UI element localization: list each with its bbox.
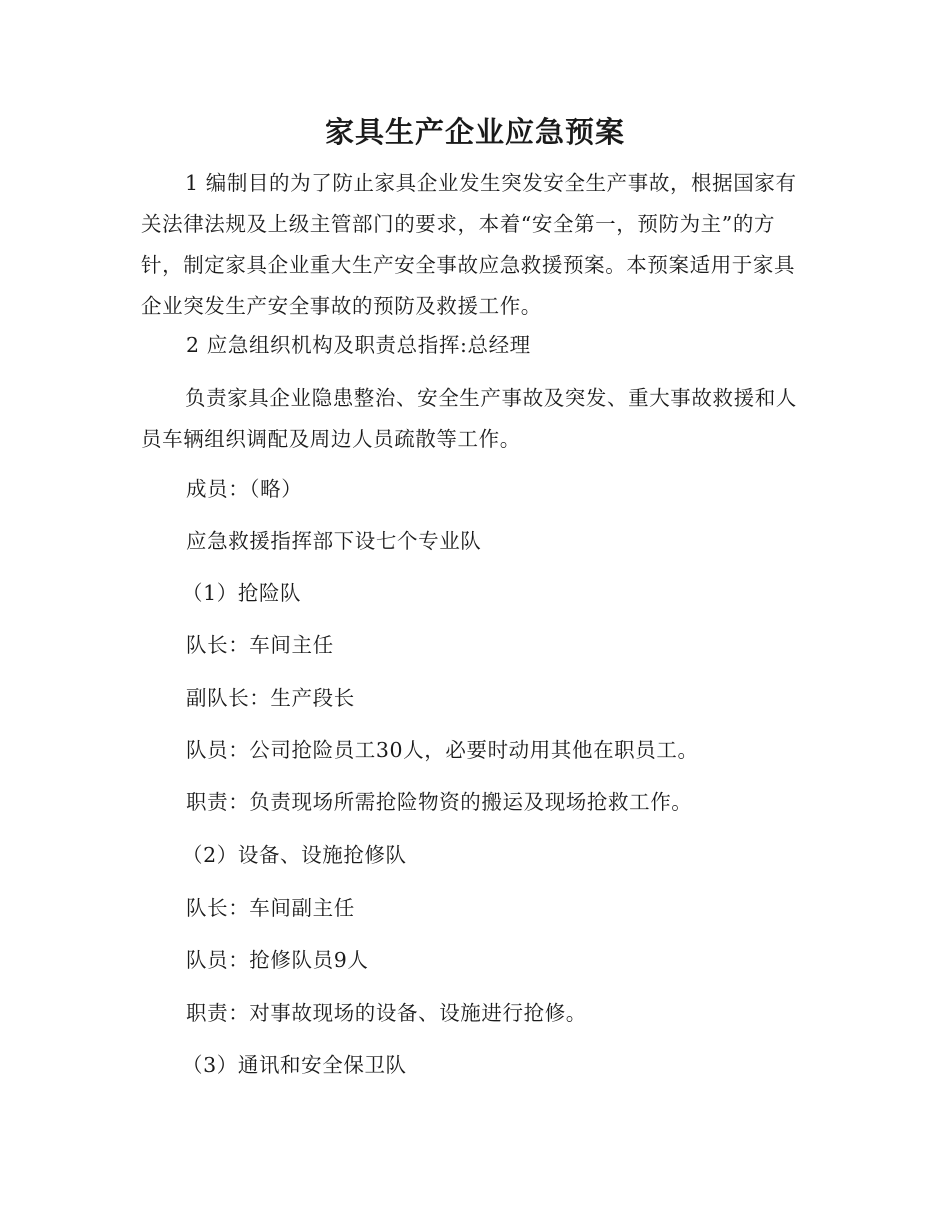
- team2-duty: 职责：对事故现场的设备、设施进行抢修。: [186, 1001, 587, 1025]
- team1-leader: 队长：车间主任: [186, 633, 334, 657]
- document-title: 家具生产企业应急预案: [324, 115, 625, 149]
- team1-members: 队员：公司抢险员工30人，必要时动用其他在职员工。: [186, 738, 699, 762]
- team1-deputy: 副队长：生产段长: [186, 686, 355, 710]
- team1-duty: 职责：负责现场所需抢险物资的搬运及现场抢救工作。: [186, 790, 693, 814]
- line-members: 成员：（略）: [186, 477, 303, 501]
- paragraph-purpose: 1 编制目的为了防止家具企业发生突发安全生产事故，根据国家有关法律法规及上级主管部门的要求，本着“安全第一，预防为主”的方针，制定家具企业重大生产安全事故应急救援预案。本预案适用于家具企业突发生产安全事故的预防及救援工作。: [141, 171, 797, 318]
- team2-leader: 队长：车间副主任: [186, 896, 355, 920]
- team1-heading: （1）抢险队: [182, 581, 302, 605]
- paragraph-organization: 2 应急组织机构及职责总指挥:总经理: [186, 333, 531, 357]
- team2-members: 队员：抢修队员9人: [186, 948, 369, 972]
- team3-heading: （3）通讯和安全保卫队: [182, 1053, 407, 1077]
- paragraph-commander-duties: 负责家具企业隐患整治、安全生产事故及突发、重大事故救援和人员车辆组织调配及周边人员疏散等工作。: [141, 386, 797, 451]
- team2-heading: （2）设备、设施抢修队: [182, 843, 407, 867]
- line-teams-intro: 应急救援指挥部下设七个专业队: [186, 529, 482, 553]
